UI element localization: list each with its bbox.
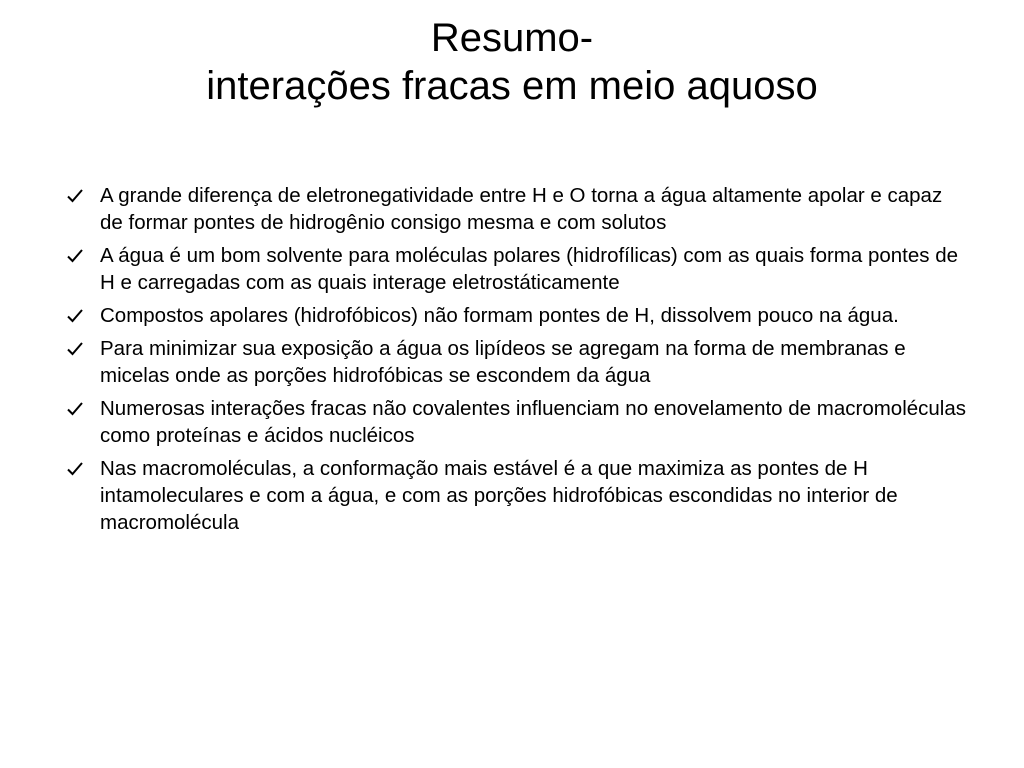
bullet-item	[66, 302, 966, 329]
title-line-2: interações fracas em meio aquoso	[206, 64, 818, 108]
checkmark-icon	[66, 455, 88, 482]
checkmark-icon	[66, 395, 88, 422]
checkmark-icon	[66, 242, 88, 269]
bullet-text: Para minimizar sua exposição a água os lipídeos se agregam na forma de membranas e micelas onde as porções hidrofóbicas se escondem da água	[100, 337, 906, 387]
bullet-list	[66, 182, 966, 542]
bullet-text: A água é um bom solvente para moléculas polares (hidrofílicas) com as quais forma pontes de H e carregadas com as quais interage eletrostáticamente	[100, 244, 959, 294]
bullet-item	[66, 335, 966, 389]
bullet-text: Compostos apolares (hidrofóbicos) não formam pontes de H, dissolvem pouco na água.	[100, 304, 899, 327]
checkmark-icon	[66, 302, 88, 329]
bullet-text: Numerosas interações fracas não covalentes influenciam no enovelamento de macromoléculas como proteínas e ácidos nucléicos	[100, 397, 967, 447]
bullet-text: A grande diferença de eletronegatividade entre H e O torna a água altamente apolar e capaz de formar pontes de hidrogênio consigo mesma e com solutos	[100, 184, 943, 234]
checkmark-icon	[66, 182, 88, 209]
slide-title	[60, 14, 964, 110]
bullet-item	[66, 182, 966, 236]
title-line-1: Resumo-	[430, 16, 594, 60]
checkmark-icon	[66, 335, 88, 362]
bullet-item	[66, 455, 966, 536]
bullet-item	[66, 242, 966, 296]
bullet-text: Nas macromoléculas, a conformação mais estável é a que maximiza as pontes de H intamoleculares e com a água, e com as porções hidrofóbicas escondidas no interior de macromolécula	[100, 457, 898, 534]
bullet-item	[66, 395, 966, 449]
